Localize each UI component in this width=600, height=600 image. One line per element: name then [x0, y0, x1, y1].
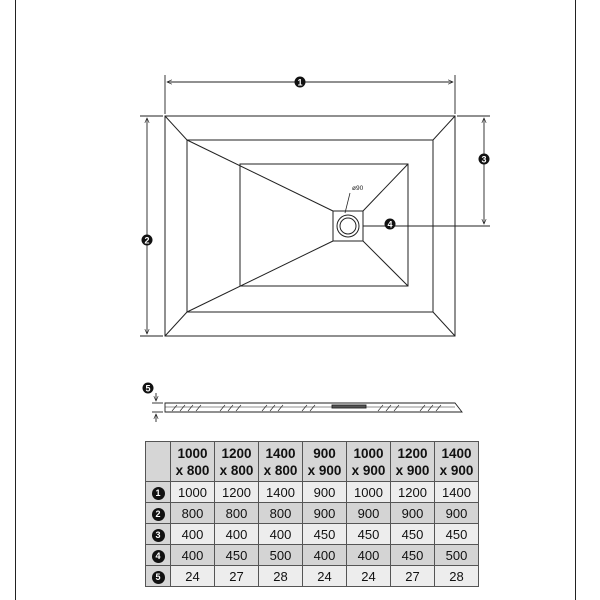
table-cell: 28	[435, 566, 479, 587]
table-cell: 1400	[259, 482, 303, 503]
table-row	[146, 482, 479, 503]
table-row	[146, 503, 479, 524]
row-marker-badge: 1	[152, 487, 165, 500]
table-cell: 1400	[435, 482, 479, 503]
table-cell: 900	[303, 503, 347, 524]
table-cell: 1000	[347, 482, 391, 503]
table-cell: 24	[171, 566, 215, 587]
dimension-height	[152, 393, 163, 422]
dimension-width	[165, 75, 455, 114]
row-marker-badge: 2	[152, 508, 165, 521]
drain-diameter-label: ø90	[352, 185, 364, 192]
table-cell: 500	[259, 545, 303, 566]
table-cell: 400	[303, 545, 347, 566]
row-key-cell	[146, 524, 171, 545]
table-cell: 500	[435, 545, 479, 566]
svg-text:1: 1	[297, 77, 303, 88]
column-header: 1000 x 900	[347, 442, 391, 482]
column-header: 1200 x 900	[391, 442, 435, 482]
dimensions-table	[145, 441, 479, 587]
slope-line-bottom	[187, 241, 333, 312]
table-cell: 27	[391, 566, 435, 587]
row-marker-badge: 4	[152, 550, 165, 563]
dimension-depth	[140, 116, 163, 336]
table-row	[146, 566, 479, 587]
dimension-marker-3	[479, 154, 490, 165]
row-key-cell	[146, 503, 171, 524]
table-cell: 900	[391, 503, 435, 524]
tray-flat-area	[240, 164, 408, 286]
table-cell: 450	[435, 524, 479, 545]
svg-text:4: 4	[387, 219, 393, 230]
svg-text:2: 2	[144, 235, 150, 246]
column-header: 1000 x 800	[171, 442, 215, 482]
row-key-cell	[146, 482, 171, 503]
drain-inner-ring	[340, 218, 356, 234]
row-key-cell	[146, 566, 171, 587]
table-cell: 24	[303, 566, 347, 587]
row-marker-badge: 5	[152, 571, 165, 584]
dimension-drain-offset-y	[457, 116, 490, 226]
table-cell: 800	[259, 503, 303, 524]
column-header: 1200 x 800	[215, 442, 259, 482]
table-cell: 450	[215, 545, 259, 566]
table-cell: 800	[171, 503, 215, 524]
table-cell: 900	[435, 503, 479, 524]
row-key-cell	[146, 545, 171, 566]
table-cell: 450	[303, 524, 347, 545]
table-cell: 450	[391, 524, 435, 545]
table-cell: 400	[347, 545, 391, 566]
table-cell: 1000	[171, 482, 215, 503]
profile-drain-slot	[332, 405, 366, 408]
table-corner-cell	[146, 442, 171, 482]
table-row	[146, 545, 479, 566]
table-cell: 400	[171, 545, 215, 566]
column-header: 1400 x 800	[259, 442, 303, 482]
row-marker-badge: 3	[152, 529, 165, 542]
svg-text:3: 3	[481, 154, 487, 165]
table-cell: 24	[347, 566, 391, 587]
table-cell: 900	[303, 482, 347, 503]
table-cell: 400	[215, 524, 259, 545]
dimension-marker-2	[142, 235, 153, 246]
dimension-marker-1	[295, 77, 306, 88]
tray-side-profile	[165, 403, 462, 412]
slope-line-top	[187, 140, 333, 211]
table-cell: 800	[215, 503, 259, 524]
dimension-marker-4	[385, 219, 396, 230]
column-header: 900 x 900	[303, 442, 347, 482]
table-cell: 28	[259, 566, 303, 587]
table-row	[146, 524, 479, 545]
table-cell: 450	[347, 524, 391, 545]
dimension-marker-5	[143, 383, 154, 394]
table-header-row	[146, 442, 479, 482]
table-cell: 1200	[391, 482, 435, 503]
column-header: 1400 x 900	[435, 442, 479, 482]
table-cell: 27	[215, 566, 259, 587]
table-cell: 900	[347, 503, 391, 524]
svg-text:5: 5	[145, 383, 151, 394]
table-cell: 450	[391, 545, 435, 566]
table-cell: 400	[259, 524, 303, 545]
table-cell: 1200	[215, 482, 259, 503]
table-cell: 400	[171, 524, 215, 545]
